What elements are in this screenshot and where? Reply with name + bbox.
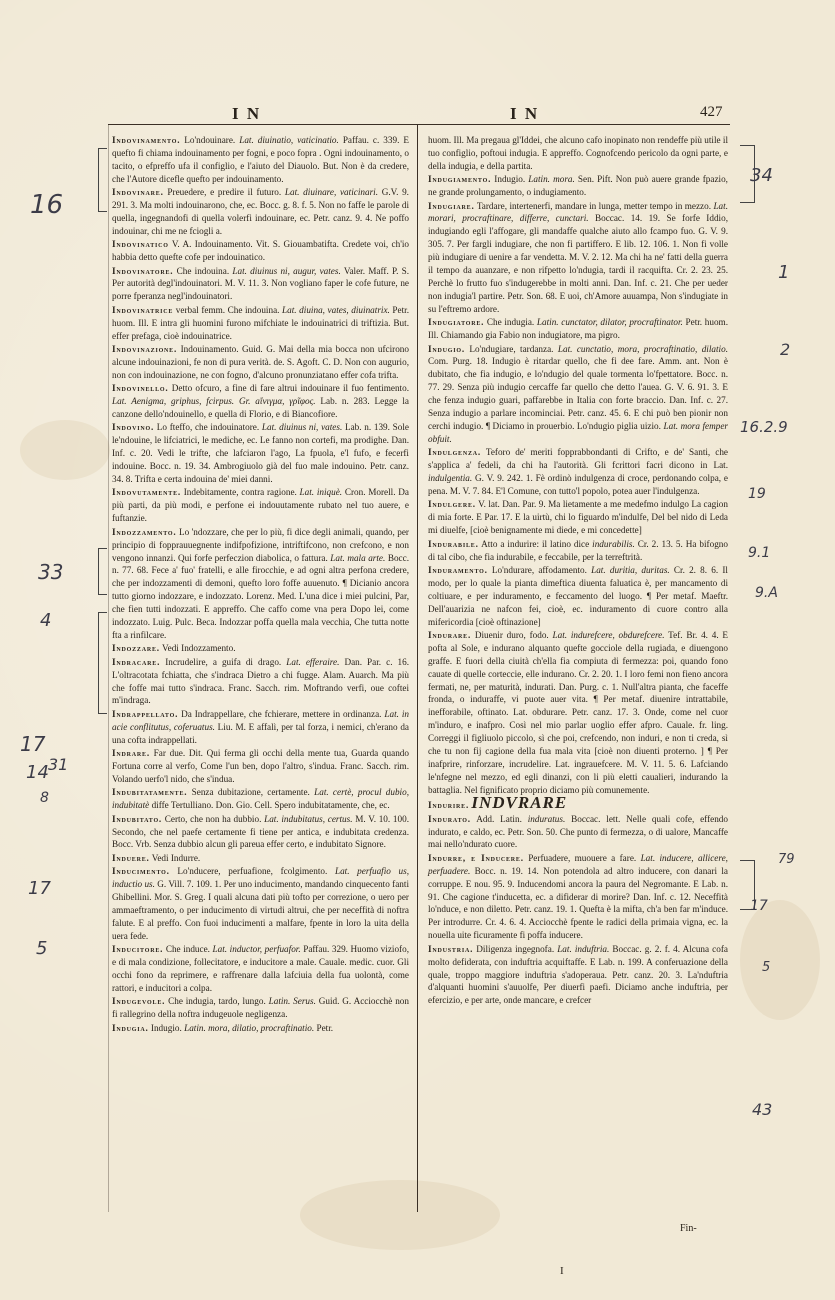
entry-text: Bocc. n. 19. 14. Non potendola ad altro inducere, con danari la corruppe. E nou. 95. 9. Inducendomi ancora la paura del Negromante. E Lab. n. 91. Che cagione t'inducetta, ec. a difiderar di morire? Dan. Inf. c. 12. Neceffità lo'nduce, e non diletto. Petr. canz. 19. 1. Quefta è la mifta, ch'a ben far m'induce. Per introdurre. Cr. 4. 6. 4. Acciocchè fpente le radici della primaia vigna, ec. la nouella uite ficuramente fi poffa inducere. bbox=[428, 865, 728, 941]
right-column bbox=[428, 134, 728, 1008]
entry-text: Che indouina. bbox=[173, 265, 233, 276]
entry-headword: Inducitore. bbox=[112, 944, 164, 955]
folio-number: 427 bbox=[700, 104, 723, 120]
margin-note-left: 17 bbox=[28, 878, 51, 899]
entry-headword: Indovinello. bbox=[112, 383, 169, 394]
latin-gloss: Lat. morari, procraftinare, differre, cunctari. bbox=[428, 200, 728, 224]
entry-text: Lab. n. 139. Sole le'ndouine, le lifciatrici, le mediche, ec. Le fanno non cortefi, ma prodighe. Dan. Inf. c. 20. Vedi le trifte, che lafciaron l'ago, La fpuola, e'l fufo, e fecerfi indouine. Bocc. n. 19. 34. Ambrogiuolo già del fuo male indouino. Petr. canz. 34. 8. Trifta e certa indouina de' miei danni. bbox=[112, 422, 409, 485]
latin-gloss: Lat. indurefcere, obdurefcere. bbox=[552, 629, 665, 640]
entry-text: Perfuadere, muouere a fare. bbox=[523, 852, 641, 863]
entry-text: Indugio. bbox=[491, 174, 529, 185]
entry-text: V. lat. Dan. Par. 9. Ma lietamente a me medefmo indulgo La cagion di mia forte. E Par. 17. E la uirtù, chi lo figuardo m'indulfe, Del bel nido di Leda mi diuelfe, [cioè benignamente mi diede, e mi concedette] bbox=[428, 499, 728, 536]
entry-text: V. A. Indouinamento. Vit. S. Giouambatifta. Credete voi, ch'io habbia detto quefte cofe per indouinatico. bbox=[112, 239, 409, 263]
entry-text: Lo'ndouinare. bbox=[180, 135, 240, 145]
latin-gloss: induratus. bbox=[527, 813, 566, 824]
latin-gloss: Lat. cunctatio, mora, procraftinatio, dilatio. bbox=[557, 343, 729, 354]
dictionary-entry bbox=[428, 629, 728, 797]
entry-text: G.V. 9. 291. 3. Ma molti indouinarono, che, ec. Bocc. g. 8. f. 5. Non no faffe le parole di quella, ingegnandofi di quella volerfi indouinare, ec. Petr. canz. 9. 4. Ne poffo indouinar, chi me ne fciogli a. bbox=[112, 187, 409, 236]
column-divider bbox=[417, 124, 418, 1212]
entry-text: Diuenir duro, fodo. bbox=[471, 629, 553, 640]
margin-note-right: 5 bbox=[762, 960, 771, 975]
entry-headword: Indovinatico bbox=[112, 239, 169, 250]
entry-text: Lo 'ndozzare, che per lo più, fi dice degli animali, quando, per principio di fopprauuegnente indifpofizione, intriftifcono, non crefcono, e non vengono innanzi. Qui forfe perfeczion diabolica, o fattura. bbox=[112, 526, 409, 563]
dictionary-entry bbox=[112, 1022, 409, 1035]
entry-text: Lo'ndurare, affodamento. bbox=[487, 564, 592, 575]
margin-note-right: 34 bbox=[750, 165, 773, 186]
entry-text: Che indugia. bbox=[484, 317, 537, 328]
entry-headword: Indugevole. bbox=[112, 996, 166, 1007]
margin-note-right: 43 bbox=[752, 1100, 773, 1119]
latin-gloss: Lat. diuina, vates, diuinatrix. bbox=[282, 304, 390, 315]
right-column-header: I N bbox=[510, 104, 540, 123]
dictionary-entry bbox=[428, 200, 728, 316]
entry-text: Cr. 2. 13. 5. Ha bifogno di tal cibo, che fia indurabile, e feccabile, per la terreftrità. bbox=[428, 538, 728, 562]
entry-text: Paffau. c. 339. E quefto fi chiama indouinamento per fogni, e poco fopra . Ogni indouinamento, o tacito, o efpreffo ufa il configlio, e l'aiuto del Diauolo. But. Non è da credere, che l'Autore dicefle quefto per indouinamento. bbox=[112, 135, 409, 184]
latin-gloss: Lat. inductor, perfuafor. bbox=[212, 944, 301, 955]
entry-headword: Indurire. bbox=[428, 800, 470, 811]
dictionary-entry bbox=[112, 708, 409, 747]
entry-text: Vedi Indozzamento. bbox=[159, 643, 236, 654]
entry-headword: Indozzamento. bbox=[112, 526, 177, 537]
latin-gloss: indurabilis. bbox=[592, 538, 635, 549]
margin-bracket bbox=[98, 548, 107, 595]
latin-gloss: Lat. induftria. bbox=[557, 943, 610, 954]
entry-text: Guid. G. Acciocchè non fi rallegrino della noftra indugeuole negligenza. bbox=[112, 996, 409, 1020]
latin-gloss: Lat. iniquè. bbox=[299, 487, 343, 498]
dictionary-entry bbox=[112, 943, 409, 995]
entry-headword: Industria. bbox=[428, 943, 474, 954]
margin-note-left: 31 bbox=[48, 755, 69, 774]
entry-headword: Indugiatore. bbox=[428, 317, 485, 328]
latin-gloss: Lat. mala arte. bbox=[330, 552, 386, 563]
entry-text: Preuedere, e predire il futuro. bbox=[163, 187, 285, 198]
entry-headword: Indurato. bbox=[428, 813, 471, 824]
entry-text: Lab. n. 283. Legge la canzone dello'ndouinello, e quella di Florio, e di Biancofiore. bbox=[112, 396, 409, 420]
entry-text: Liu. M. E affalì, per tal forza, i nemici, ch'erano da una cofta indrappellati. bbox=[112, 721, 409, 745]
entry-text: Boccac. 14. 19. Se forfe Iddio, indugiando egli l'affogare, gli mandaffe qualche aiuto allo fcampo fuo. G. V. 9. 305. 7. Per fargli indugiare, che non fi partiffero. E lib. 12. 106. 1. Non fi volle più indugiare di uenire a far vendetta. M. V. 2. 12. Ma chi ha ne' fatti della guerra il tempo da auanzare, e non rifpetto lo'ndugia, tardi il racquifta. Cr. 2. 23. 25. Perchè lo frutto fuo s'indugerebbe in molti anni. Dan. Inf. c. 21. Che per ueder non indugia'l partire. Petr. Son. 68. E uoi, ch'Amore auuampa, Non s'indugiate in su l'eftremo ardore. bbox=[428, 213, 729, 314]
entry-headword: Indugia. bbox=[112, 1022, 149, 1033]
latin-gloss: Lat. perfuafio us, inductio us. bbox=[112, 866, 409, 890]
entry-headword: Indugiare. bbox=[428, 200, 475, 211]
entry-text: Petr. huom. Ill. E intra gli huomini furono mifchiate le indouinatrici di triftizia. But. effer prefaga, cioè indouinatrice. bbox=[112, 304, 409, 341]
entry-text: G. Vill. 7. 109. 1. Per uno inducimento, mandando cinquecento fanti Ghibellini. Mor. S. Greg. I quali alcuna dati più tofto per correzione, o uero per ammaeftramento, o per inducimento di virtudi altrui, che per neceffità di noftra falute. E al preffo. Con fuoi inducimenti a malfare, fpente in loro la uita della uera fede. bbox=[112, 879, 409, 941]
dictionary-entry bbox=[112, 642, 409, 655]
latin-gloss: Lat. in acie conflitutus, coferuatus. bbox=[112, 708, 410, 732]
left-column-header: I N bbox=[232, 104, 262, 123]
entry-headword: Indovinamento. bbox=[112, 135, 181, 145]
dictionary-entry bbox=[428, 943, 728, 1008]
entry-headword: Indubitato. bbox=[112, 813, 163, 824]
entry-headword: Indovinazione. bbox=[112, 344, 178, 354]
entry-text: Teforo de' meriti fopprabbondanti di Crifto, e de' Santi, che s'applica a' fedeli, da chi ha l'autorità. Gli fcrittori facri dicono in Lat. bbox=[428, 447, 728, 471]
margin-note-right: 1 bbox=[778, 262, 790, 283]
entry-text: Lo fteffo, che indouinatore. bbox=[154, 422, 262, 433]
dictionary-entry bbox=[112, 382, 409, 421]
entry-headword: Indovutamente. bbox=[112, 487, 181, 498]
entry-text: Far due. Dit. Qui ferma gli occhi della mente tua, Guarda quando Fortuna corre al verfo, Come l'un ben, dopo l'altro, s'indua. Franc. Sacch. rim. Volando uerfo'l nido, che s'indua. bbox=[112, 748, 409, 784]
entry-headword: Indovinare. bbox=[112, 187, 164, 198]
entry-text: Paffau. 329. Huomo viziofo, e di mala condizione, follecitatore, e inducitore a male. Cauale. medic. cuor. Gli occhi fono da reprimere, e raffrenare dalla lafciuia della fua uolontà, come rattori, e inducitori a colpa. bbox=[112, 944, 409, 993]
entry-text: G. V. 9. 242. 1. Fè ordinò indulgenza di croce, perdonando colpa, e pena. M. V. 7. 84. E'l Comune, con tutto'l popolo, potea auer l'indulgenza. bbox=[428, 473, 728, 496]
margin-note-right: 9.A bbox=[755, 585, 778, 601]
latin-gloss: Lat. diuinare, vaticinari. bbox=[284, 187, 378, 198]
entry-text: Tardare, intertenerfi, mandare in lunga, metter tempo in mezzo. bbox=[474, 200, 714, 211]
margin-note-right: 2 bbox=[780, 340, 791, 359]
margin-note-right: 17 bbox=[750, 898, 768, 914]
dictionary-entry bbox=[112, 343, 409, 382]
entry-text: Che indugia, tardo, lungo. bbox=[165, 996, 269, 1007]
entry-text: Lo'ndugiare, tardanza. bbox=[464, 343, 558, 354]
entry-text: M. V. 10. 100. Secondo, che nel paefe certamente fi tiene per antica, e indubitata credenza. Bocc. Vrb. Senza dubbio alcun gli pareua effer certo, e indubitato Signore. bbox=[112, 813, 410, 850]
margin-note-left: 4 bbox=[40, 610, 52, 631]
entry-headword: Indovino. bbox=[112, 422, 155, 433]
entry-headword: Induere. bbox=[112, 852, 150, 863]
entry-headword: Indubitatamente. bbox=[112, 787, 188, 798]
entry-headword: Indulgenza. bbox=[428, 447, 482, 458]
entry-headword: Inducimento. bbox=[112, 866, 170, 877]
latin-gloss: Lat. Aenigma, griphus, fcirpus. Gr. aἴνιγμα, γρῖφος. bbox=[112, 396, 316, 407]
entry-text: Vedi Indurre. bbox=[149, 852, 201, 863]
dictionary-entry bbox=[112, 186, 409, 238]
entry-text: Com. Purg. 18. Indugio è ritardar quello, che fi dee fare. Amm. ant. Non è dubitato, che fia indugio, e lo'ndugio del quale tormenta lo'fpettatore. Bocc. n. 77. 29. Senza più indugio cercaffe far quello che detto l'auea. G. V. 6. 91. 3. E che fenza indugio guari, paffarebbe in Italia con forte braccio. Dan. Inf. c. 27. Senza indugio a parlare incominciai. Petr. canz. 45. 6. E chi può ben pionir non cerchi indugio. ¶ Diciamo in prouerbio. Lo'ndugio piglia uizio. bbox=[428, 356, 728, 431]
dictionary-entry bbox=[112, 486, 409, 525]
dictionary-entry bbox=[112, 865, 409, 942]
entry-text: Da Indrappellare, che fchierare, mettere in ordinanza. bbox=[178, 708, 385, 719]
dictionary-entry bbox=[428, 446, 728, 498]
dictionary-entry bbox=[112, 238, 409, 264]
margin-note-left: 16 bbox=[30, 190, 64, 220]
dictionary-entry bbox=[112, 304, 409, 343]
entry-text: Indugio. bbox=[148, 1022, 185, 1033]
entry-headword: Indurare. bbox=[428, 629, 472, 640]
margin-note-left: 33 bbox=[38, 560, 64, 584]
entry-headword: Indrappellato. bbox=[112, 708, 179, 719]
latin-gloss: Latin. mora, dilatio, procraftinatio. bbox=[184, 1022, 315, 1033]
handwritten-correction: INDVRARE bbox=[471, 793, 568, 813]
left-border bbox=[108, 124, 109, 1212]
latin-gloss: Latin. mora. bbox=[528, 174, 575, 185]
dictionary-entry bbox=[112, 526, 409, 642]
dictionary-entry bbox=[428, 793, 728, 813]
latin-gloss: Lat. certè, procul dubio, indubitatè bbox=[112, 787, 409, 811]
header-rule bbox=[108, 124, 730, 125]
dictionary-entry bbox=[112, 134, 409, 186]
entry-text: Dan. Par. c. 16. L'oltracotata fchiatta, che s'indraca Dietro a chi fugge. Alam. Auarch. Ma più che foffe mai tutto s'indraca. Franc. Sacch. rim. Moftrando verfi, oue coftei m'indraga. bbox=[112, 656, 409, 706]
entry-text: Valer. Maff. P. S. Per autorità degl'indouinatori. M. V. 11. 3. Non vogliano faper le cofe future, ne porre fperanza negl'indouinatori. bbox=[112, 265, 410, 302]
entry-headword: Indozzare. bbox=[112, 643, 160, 654]
margin-note-left: 14 bbox=[26, 762, 49, 783]
entry-headword: Indovinatore. bbox=[112, 265, 174, 276]
margin-bracket bbox=[98, 612, 107, 714]
signature-mark: I bbox=[560, 1265, 564, 1277]
entry-text: verbal femm. Che indouina. bbox=[173, 304, 283, 315]
dictionary-entry bbox=[428, 538, 728, 564]
entry-text: Petr. huom. Ill. Chiamando gia Fabio non indugiatore, ma pigro. bbox=[428, 317, 728, 341]
entry-headword: Indugio. bbox=[428, 343, 465, 354]
latin-gloss: Lat. efferaire. bbox=[286, 656, 340, 667]
entry-text: Che induce. bbox=[163, 944, 213, 955]
margin-note-right: 79 bbox=[778, 852, 795, 867]
entry-headword: Indurre, e Inducere. bbox=[428, 852, 524, 863]
dictionary-entry bbox=[428, 173, 728, 199]
dictionary-entry bbox=[112, 852, 409, 865]
dictionary-entry bbox=[428, 564, 728, 629]
catchword: Fin- bbox=[680, 1223, 697, 1234]
entry-headword: Indulgere. bbox=[428, 499, 476, 510]
entry-text: Certo, che non ha dubbio. bbox=[162, 813, 265, 824]
margin-note-right: 9.1 bbox=[748, 545, 771, 561]
entry-headword: Induramento. bbox=[428, 564, 488, 575]
entry-text: Boccac. lett. Nelle quali cofe, effendo indurato, e caldo, ec. Petr. Son. 50. Che punto di fermezza, o di ualore, Mancaffe mai nello'ndurato cuore. bbox=[428, 813, 728, 850]
margin-note-left: 17 bbox=[20, 732, 46, 756]
latin-gloss: Lat. inducere, allicere, perfuadere. bbox=[428, 852, 728, 876]
entry-text: huom. Ill. Ma pregaua gl'Iddei, che alcuno cafo inopinato non rendeffe più utile il tuo configlio, poftoui indugia. E appreffo. Cognofcendo pericolo da ogni parte, e della indugia, e della partita. bbox=[428, 135, 728, 171]
margin-note-right: 16.2.9 bbox=[740, 418, 788, 436]
entry-headword: Indovinatrice bbox=[112, 304, 174, 315]
dictionary-entry bbox=[428, 134, 728, 173]
entry-text: Atto a indurire: il latino dice bbox=[478, 538, 593, 549]
entry-text: Diligenza ingegnofa. bbox=[473, 943, 558, 954]
dictionary-entry bbox=[112, 656, 409, 708]
margin-bracket bbox=[98, 148, 107, 212]
dictionary-entry bbox=[112, 995, 409, 1021]
entry-text: Bocc. n. 77. 68. Fece a' fuo' fratelli, e alle firocchie, e ad ogni altra perfona credere, che per indozzamenti di demoni, quefto loro foffe auuenuto. ¶ Dicianio ancora tutto giorno indozzare, e indozzato. Lorenz. Med. L'una dice i miei pulcini, Par, che fien tutti indozzati. E appreffo. Che caffo come vna pera Dopo lei, come indozzato. Luig. Pulc. Beca. Indozzar poffa quella mala vecchia, Che tutta notte fta a rinfilcare. bbox=[112, 552, 409, 640]
dictionary-entry bbox=[112, 747, 409, 786]
latin-gloss: Lat. indubitatus, certus. bbox=[264, 813, 353, 824]
entry-text: Sen. Pift. Non può auere grande fpazio, ne grande prolungamento, o indugiamento. bbox=[428, 174, 728, 198]
entry-text: Incrudelire, a guifa di drago. bbox=[160, 656, 287, 667]
entry-text: Lo'nducere, perfuafione, fcolgimento. bbox=[169, 866, 335, 877]
entry-text: Add. Latin. bbox=[470, 813, 528, 824]
dictionary-entry bbox=[112, 421, 409, 486]
latin-gloss: Lat. diuinatio, vaticinatio. bbox=[239, 135, 339, 145]
margin-note-right: 19 bbox=[748, 486, 766, 502]
latin-gloss: indulgentia. bbox=[428, 473, 473, 484]
dictionary-entry bbox=[112, 265, 409, 304]
entry-text: diffe Tertulliano. Don. Gio. Cell. Spero indubitatamente, che, ec. bbox=[149, 800, 390, 811]
entry-text: Detto ofcuro, a fine di fare altrui indouinare il fuo fentimento. bbox=[168, 383, 409, 394]
entry-text: Indouinamento. Guid. G. Mai della mia bocca non ufcirono alcune indouinazioni, fe non di pura verità. de. S. Agoft. C. D. Non con augurio, non con indouinazione, ne con fogno, d'alcuno pronunziatano effer cofa trifta. bbox=[112, 344, 409, 380]
entry-text: Boccac. g. 2. f. 4. Alcuna cofa molto defiderata, con induftria acquiftaffe. E Lab. n. 199. A conferuazione della quale, troppo maggiore induftria s'adoperaua. Petr. canz. 20. 3. La'nduftria d'alquanti huomini s'auuolfe, Per diuerfi paefi. Diciamo anche induftria, per efercizio, e per arte, onde mancare, e crefcer bbox=[428, 943, 728, 1006]
entry-text: Indebitamente, contra ragione. bbox=[180, 487, 300, 498]
dictionary-entry bbox=[112, 786, 409, 812]
dictionary-entry bbox=[428, 343, 728, 446]
latin-gloss: Lat. diuinus ni, vates. bbox=[261, 422, 343, 433]
left-column bbox=[112, 134, 409, 1035]
dictionary-entry bbox=[112, 813, 409, 852]
latin-gloss: Lat. mora femper obfuit. bbox=[428, 420, 728, 444]
dictionary-entry bbox=[428, 316, 728, 342]
margin-note-left: 5 bbox=[36, 938, 48, 959]
entry-text: Senza dubitazione, certamente. bbox=[187, 787, 315, 798]
margin-note-left: 8 bbox=[40, 790, 49, 806]
entry-headword: Indugiamento. bbox=[428, 174, 492, 185]
entry-headword: Indurabile. bbox=[428, 538, 479, 549]
entry-text: Tef. Br. 4. 4. E pofta al Sole, e indurano alquanto quefte gocciole della rugiada, e diuengono graffe. E fuori della ciuità ch'ella fia compiuta di fermezza: poi, quando fono cauate di quelle corteccie, elle indurano. Cr. 2. 20. 1. I loro femi non fieno ancora fermati, ne, per maturità, indurati. Dan. Purg. c. 1. Null'altra pianta, che faceffe fronda, o induraffe, vi puote auer vita. ¶ Per metaf. diuenire intrattabile, inefforabile, oftinato. Lat. obdurare. Petr. canz. 17. 3. Onde, come nel cuor m'induro, e inafpro. Così nel mio parlar uoglio effer afpro. Cauale. fr. ling. Correggi il figliuolo piccolo, sì che poi, crefcendo, non induri, e non ti creda, sì che tu non fij cagione della fua mala vita [cioè non diuenti proterno. ] ¶ Per inafprire, rinforzare, incrudelire. Lat. ingrauefcere. M. V. 11. 5. 6. Lafciando le'nfegne nel mezzo, ed egli dinanzi, con li più eletti caualieri, indurando la battaglia. Nel fignificato proprio diciamo più comunemente. bbox=[428, 629, 729, 795]
dictionary-entry bbox=[428, 813, 728, 852]
entry-headword: Indracare. bbox=[112, 656, 161, 667]
latin-gloss: Latin. cunctator, dilator, procraftinator. bbox=[536, 317, 683, 328]
entry-text: Petr. bbox=[314, 1022, 334, 1033]
entry-text: Cr. 2. 8. 6. Il modo, per lo quale la pianta dimeftica diuenta faluatica è, per mancamento di coltiuare, e per induramento, e feccamento del luogo. ¶ Per metaf. Maeftr. Dell'auarizia ne nafcon fei, cioè, ec. induramento di cuore contro alla mifericordia [cioè oftinazione] bbox=[428, 564, 728, 627]
dictionary-entry bbox=[428, 852, 728, 942]
dictionary-entry bbox=[428, 498, 728, 537]
latin-gloss: Lat. duritia, duritas. bbox=[591, 564, 670, 575]
entry-headword: Indrare. bbox=[112, 748, 150, 759]
latin-gloss: Latin. Serus. bbox=[268, 996, 316, 1007]
latin-gloss: Lat. diuinus ni, augur, vates. bbox=[232, 265, 341, 276]
entry-text: Cron. Morell. Da più parti, da più modi, e perfone ei indouutamente rubato nel tuo auere, e fuftanzie. bbox=[112, 487, 409, 524]
